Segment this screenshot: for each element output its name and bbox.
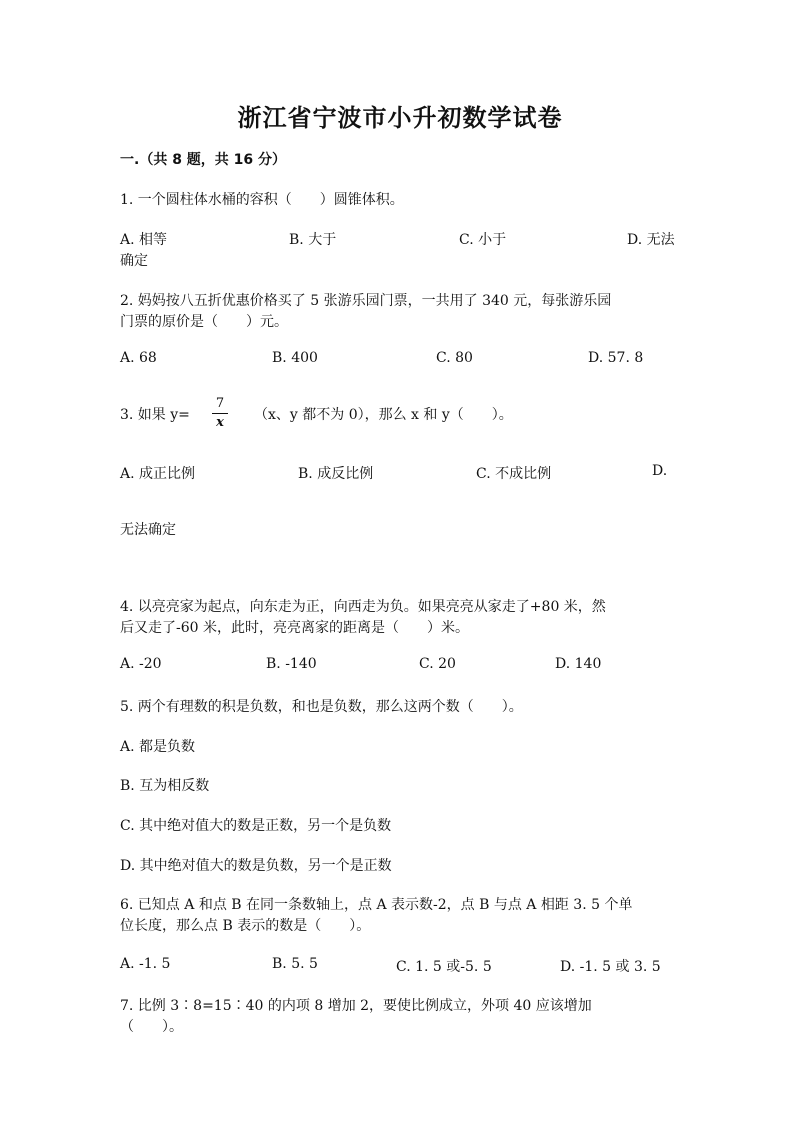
question-3-option-c: C. 不成比例 — [476, 466, 552, 482]
section-heading: 一.（共 8 题，共 16 分） — [120, 152, 287, 168]
question-5-option-d: D. 其中绝对值大的数是负数，另一个是正数 — [120, 858, 392, 874]
fraction-bar — [212, 413, 228, 414]
question-4-option-b: B. -140 — [266, 656, 317, 672]
question-5-option-b: B. 互为相反数 — [120, 778, 210, 794]
question-3-option-d-wrap: 无法确定 — [120, 522, 176, 538]
question-4-text-line-1: 4. 以亮亮家为起点，向东走为正，向西走为负。如果亮亮从家走了+80 米，然 — [120, 599, 606, 615]
question-5-text: 5. 两个有理数的积是负数，和也是负数，那么这两个数（ ）。 — [120, 699, 523, 715]
fraction-numerator: 7 — [215, 396, 225, 411]
question-2-text-line-2: 门票的原价是（ ）元。 — [120, 314, 288, 330]
question-6-option-c: C. 1. 5 或-5. 5 — [396, 959, 492, 975]
question-6-option-a: A. -1. 5 — [120, 956, 171, 972]
question-6-text-line-1: 6. 已知点 A 和点 B 在同一条数轴上，点 A 表示数-2，点 B 与点 A 相距 3. 5 个单 — [120, 897, 633, 913]
question-5-option-c: C. 其中绝对值大的数是正数，另一个是负数 — [120, 818, 392, 834]
question-1-option-d-wrap: 确定 — [120, 253, 148, 269]
question-2-text-line-1: 2. 妈妈按八五折优惠价格买了 5 张游乐园门票，一共用了 340 元，每张游乐园 — [120, 293, 612, 309]
question-2-option-d: D. 57. 8 — [588, 350, 644, 366]
question-3-option-d: D. — [652, 463, 668, 479]
page-title: 浙江省宁波市小升初数学试卷 — [237, 104, 563, 132]
question-2-option-b: B. 400 — [272, 350, 318, 366]
question-6-text-line-2: 位长度，那么点 B 表示的数是（ ）。 — [120, 918, 371, 934]
question-2-option-a: A. 68 — [120, 350, 157, 366]
question-3-option-b: B. 成反比例 — [298, 466, 374, 482]
question-1-option-a: A. 相等 — [120, 232, 168, 248]
question-1-text: 1. 一个圆柱体水桶的容积（ ）圆锥体积。 — [120, 192, 404, 208]
question-6-option-d: D. -1. 5 或 3. 5 — [560, 959, 661, 975]
question-5-option-a: A. 都是负数 — [120, 739, 196, 755]
question-1-option-d: D. 无法 — [627, 232, 675, 248]
question-4-option-d: D. 140 — [555, 656, 602, 672]
question-4-option-c: C. 20 — [419, 656, 456, 672]
question-7-text-line-1: 7. 比例 3∶8=15∶40 的内项 8 增加 2，要使比例成立，外项 40 应该增加 — [120, 998, 592, 1014]
fraction-denominator: x — [216, 415, 224, 430]
question-3-prefix: 3. 如果 y= — [120, 407, 190, 423]
question-4-option-a: A. -20 — [120, 656, 162, 672]
question-7-text-line-2: （ ）。 — [120, 1019, 183, 1035]
question-1-option-b: B. 大于 — [289, 232, 337, 248]
fraction-7-over-x — [212, 397, 228, 430]
question-6-option-b: B. 5. 5 — [272, 956, 318, 972]
question-3-option-a: A. 成正比例 — [120, 466, 196, 482]
question-1-option-c: C. 小于 — [459, 232, 507, 248]
question-2-option-c: C. 80 — [436, 350, 473, 366]
question-4-text-line-2: 后又走了-60 米，此时，亮亮离家的距离是（ ）米。 — [120, 620, 469, 636]
question-3-suffix: （x、y 都不为 0），那么 x 和 y（ ）。 — [254, 407, 513, 423]
